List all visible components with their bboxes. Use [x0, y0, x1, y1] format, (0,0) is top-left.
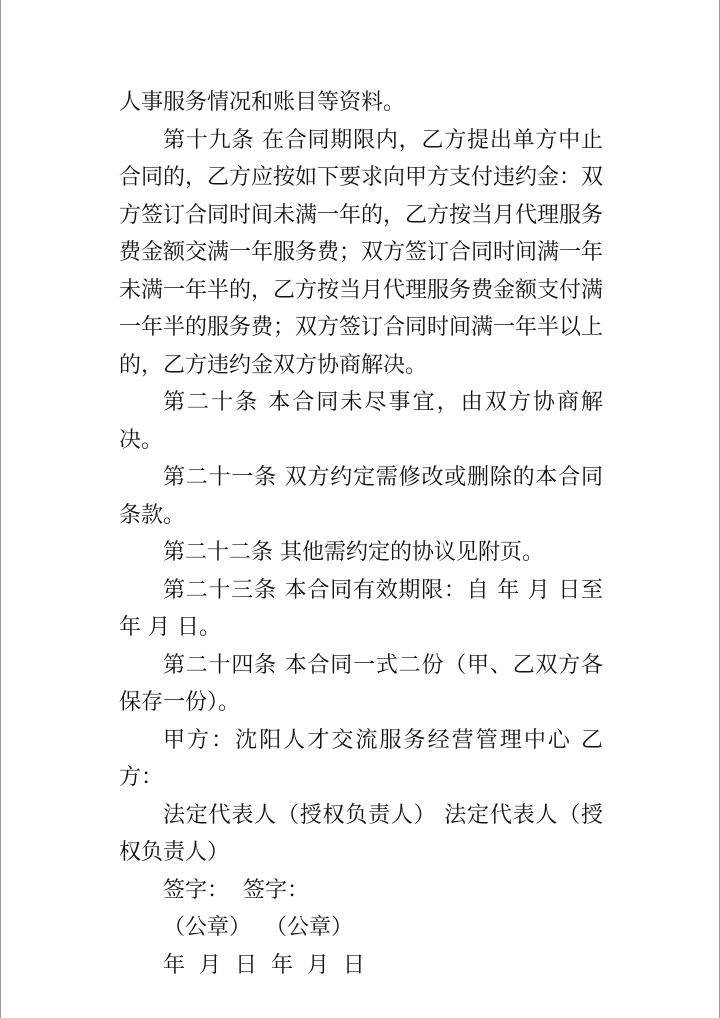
document-body	[119, 84, 603, 984]
article-21: 第二十一条 双方约定需修改或删除的本合同条款。	[119, 465, 603, 528]
article-24: 第二十四条 本合同一式二份（甲、乙双方各保存一份）。	[119, 652, 603, 715]
article-19: 第十九条 在合同期限内，乙方提出单方中止合同的，乙方应按如下要求向甲方支付违约金：双方签订合同时间未满一年的，乙方按当月代理服务费金额交满一年服务费；双方签订合同时间满一年未满一年半的，乙方按当月代理服务费金额支付满一年半的服务费；双方签订合同时间满一年半以上的，乙方违约金双方协商解决。	[119, 127, 604, 378]
article-23: 第二十三条 本合同有效期限：自 年 月 日至 年 月 日。	[119, 577, 603, 640]
party-names: 甲方：沈阳人才交流服务经营管理中心 乙方：	[119, 727, 603, 790]
date-line: 年 月 日 年 月 日	[163, 952, 365, 978]
article-20: 第二十条 本合同未尽事宜，由双方协商解决。	[119, 390, 603, 453]
legal-representatives: 法定代表人（授权负责人） 法定代表人（授权负责人）	[119, 802, 603, 865]
paragraph-continuation: 人事服务情况和账目等资料。	[119, 90, 406, 115]
seal-line: （公章） （公章）	[163, 915, 353, 940]
signature-line: 签字： 签字：	[163, 877, 309, 903]
article-22: 第二十二条 其他需约定的协议见附页。	[163, 540, 544, 565]
